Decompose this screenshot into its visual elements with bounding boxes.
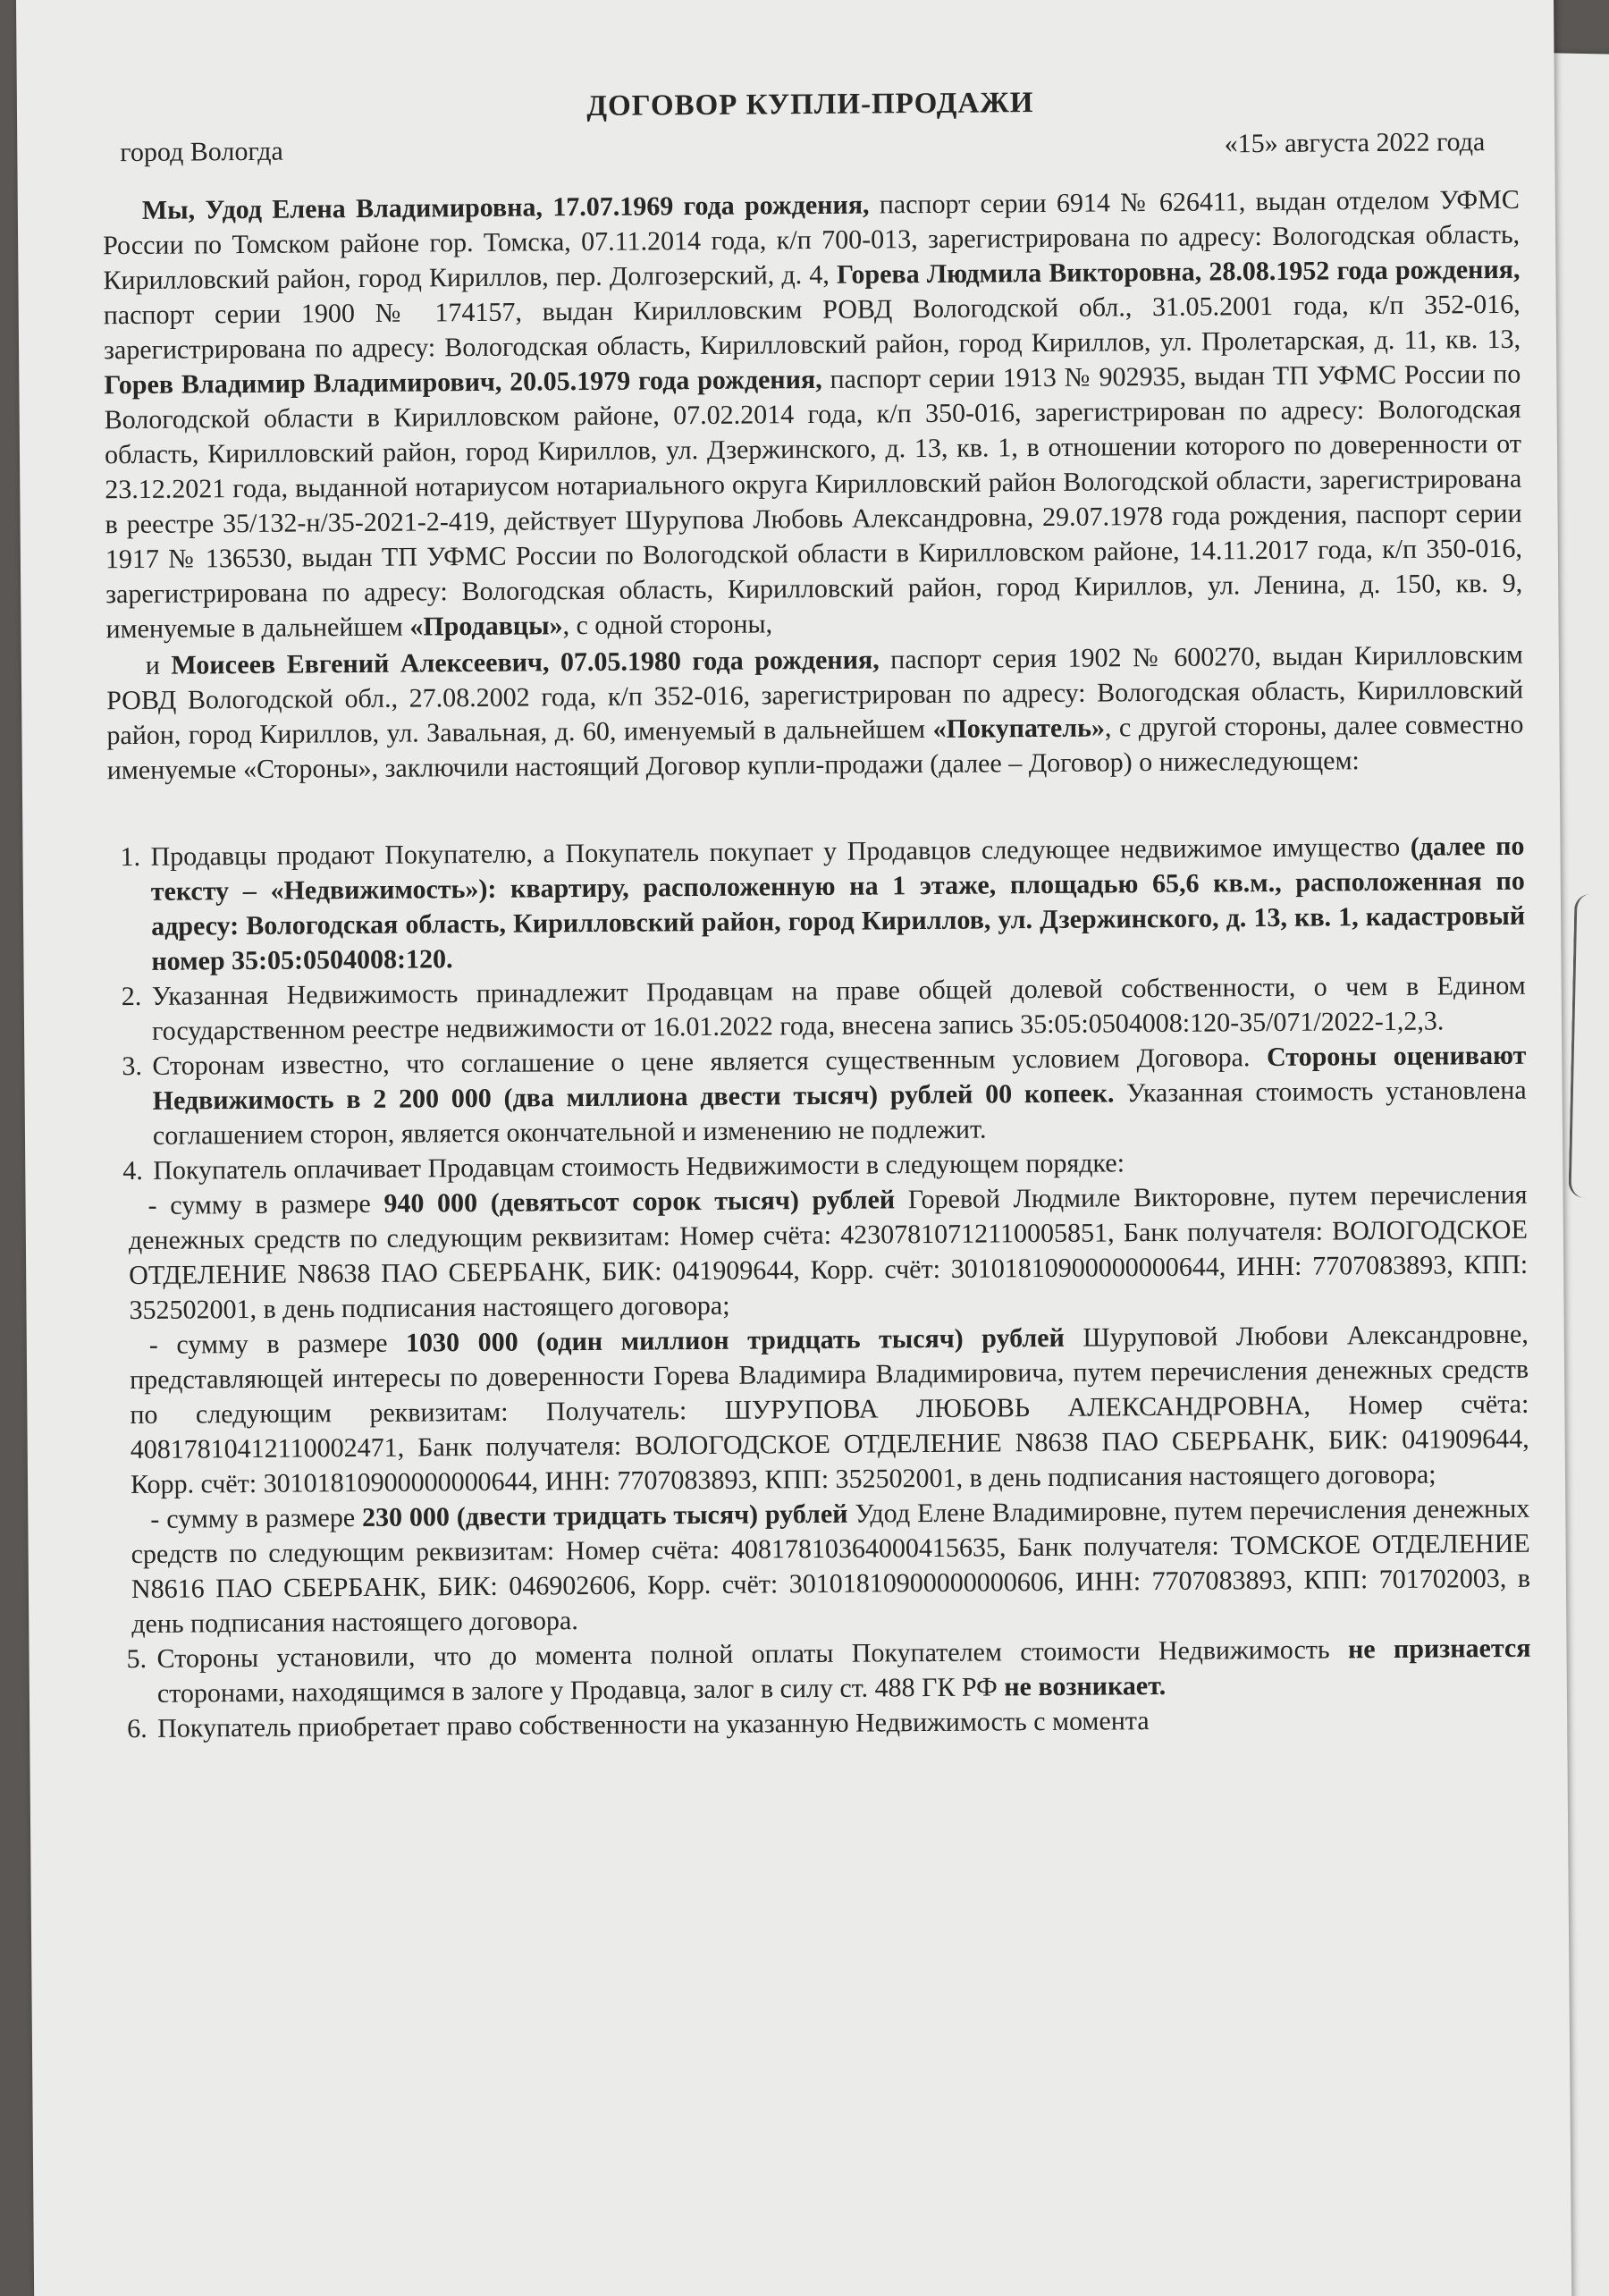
seller-3-details: паспорт серии 1913 № 902935, выдан ТП УФМС России по Вологодской области в Кирилловском районе, 07.02.2014 года, к/п 350-016, зарегистрирован по адресу: Вологодская область, Кирилловский район, город Кириллов, ул. Дзержинского, д. 13, кв. 1, в отношении которого по доверенности от 23.12.2021 года, выданной нотариусом нотариального округа Кирилловский район Вологодской области, зарегистрирована в реестре 35/132-н/35-2021-2-419, действует Шурупова Любовь Александровна, 29.07.1978 года рождения, паспорт серии 1917 № 136530, выдан ТП УФМС России по Вологодской области в Кирилловском районе, 14.11.2017 года, к/п 350-016, зарегистрирована по адресу: Вологодская область, Кирилловский район, город Кириллов, ул. Ленина, д. 150, кв. 9, именуемые в дальнейшем: [104, 359, 1523, 645]
payment-lead: - сумму в размере: [148, 1328, 407, 1360]
contract-clauses: [107, 829, 1527, 1188]
city-date-line: [102, 124, 1519, 170]
stamp-fragment: [1568, 894, 1609, 1199]
clause-number: 1.: [120, 841, 141, 873]
clause-bold-text-2: не возникает.: [1004, 1670, 1167, 1702]
payment-3: [113, 1491, 1530, 1642]
buyer-term: «Покупатель»: [932, 713, 1106, 744]
buyer-term-end: , с другой стороны, далее совместно именуемые «Стороны», заключили настоящий Договор купли-продажи (далее – Договор) о нижеследующем:: [106, 709, 1524, 786]
clause-number: 6.: [127, 1713, 147, 1744]
contract-date: «15» августа 2022 года: [1224, 127, 1486, 159]
seller-2-name: Горева Людмила Викторовна, 28.08.1952 года рождения,: [836, 254, 1521, 290]
buyer-name: Моисеев Евгений Алексеевич, 07.05.1980 года рождения,: [171, 645, 880, 680]
clause-1: [107, 829, 1525, 979]
clause-text-2: сторонами, находящимся в залоге у Продавца, залог в силу ст. 488 ГК РФ: [156, 1672, 1005, 1709]
clause-text: Стороны установили, что до момента полной оплаты Покупателем стоимости Недвижимость: [156, 1634, 1349, 1674]
contract-body: [102, 82, 1531, 1746]
payment-lead: - сумму в размере: [147, 1188, 384, 1220]
clause-text: Покупатель оплачивает Продавцам стоимость Недвижимости в следующем порядке:: [153, 1148, 1125, 1186]
payment-amount: 230 000 (двести тридцать тысяч) рублей: [361, 1498, 848, 1533]
seller-2-details: паспорт серии 1900 № 174157, выдан Кирилловским РОВД Вологодской обл., 31.05.2001 года, к/п 352-016, зарегистрирована по адресу: Вологодская область, Кирилловский район, город Кириллов, ул. Пролетарская, д. 11, кв. 13,: [103, 289, 1521, 366]
clause-number: 5.: [126, 1643, 147, 1675]
clause-3: [109, 1038, 1527, 1153]
seller-1-details: паспорт серии 6914 № 626411, выдан отделом УФМС России по Томском районе гор. Томска, 07.11.2014 года, к/п 700-013, зарегистрирована по адресу: Вологодская область, Кирилловский район, город Кириллов, пер. Долгозерский, д. 4,: [103, 184, 1521, 296]
clause-bold-text: не признается: [1347, 1633, 1531, 1665]
clause-text-2: Указанная стоимость установлена соглашением сторон, является окончательной и изменению не подлежит.: [152, 1075, 1527, 1151]
clause-text: Указанная Недвижимость принадлежит Продавцам на праве общей долевой собственности, о чем в Едином государственном реестре недвижимости от 16.01.2022 года, внесена запись 35:05:0504008:120-35/071/2022-1,2,3.: [151, 970, 1526, 1046]
payment-lead: - сумму в размере: [150, 1503, 363, 1534]
contract-title: ДОГОВОР КУПЛИ-ПРОДАЖИ: [586, 87, 1034, 122]
seller-1-name: Мы, Удод Елена Владимировна, 17.07.1969 года рождения,: [141, 190, 870, 225]
clause-number: 2.: [121, 981, 142, 1012]
payment-1: [110, 1178, 1528, 1328]
payment-details: Удод Елене Владимировне, путем перечисления денежных средств по следующим реквизитам: Номер счёта: 40817810364000415635, Банк получателя: ТОМСКОЕ ОТДЕЛЕНИЕ N8616 ПАО СБЕРБАНК, БИК: 046902606, Корр. счёт: 30101810900000000606, ИНН: 7707083893, КПП: 701702003, в день подписания настоящего договора.: [131, 1493, 1531, 1640]
clause-text: Продавцы продают Покупателю, а Покупатель покупает у Продавцов следующее недвижимое имущество: [150, 831, 1411, 872]
preamble-sellers: [103, 182, 1523, 646]
preamble-buyer: [106, 637, 1524, 788]
clause-text: Покупатель приобретает право собственности на указанную Недвижимость с момента: [157, 1706, 1150, 1743]
sellers-term: «Продавцы»: [409, 611, 563, 642]
contract-page: [16, 0, 1571, 2296]
clause-number: 4.: [122, 1155, 143, 1186]
clause-bold-text: (далее по тексту – «Недвижимость»): квартиру, расположенную на 1 этаже, площадью 65,6 кв.м., расположенная по адресу: Вологодская область, Кирилловский район, город Кириллов, ул. Дзержинского, д. 13, кв. 1, кадастровый номер 35:05:0504008:120.: [150, 831, 1526, 976]
buyer-lead: и: [145, 650, 172, 680]
payment-amount: 940 000 (девятьсот сорок тысяч) рублей: [383, 1185, 896, 1219]
payment-details: Шуруповой Любови Александровне, представляющей интересы по доверенности Горева Владимира Владимировича, путем перечисления денежных средств по следующим реквизитам: Получатель: ШУРУПОВА ЛЮБОВЬ АЛЕКСАНДРОВНА, Номер счёта: 40817810412110002471, Банк получателя: ВОЛОГОДСКОЕ ОТДЕЛЕНИЕ N8638 ПАО СБЕРБАНК, БИК: 041909644, Корр. счёт: 30101810900000000644, ИНН: 7707083893, КПП: 352502001, в день подписания настоящего договора;: [129, 1319, 1529, 1500]
clause-text: Сторонам известно, что соглашение о цене является существенным условием Договора.: [152, 1042, 1268, 1081]
seller-3-name: Горев Владимир Владимирович, 20.05.1979 года рождения,: [104, 364, 822, 401]
contract-clauses-cont: [114, 1631, 1531, 1746]
clause-5: [114, 1631, 1531, 1711]
clause-price: Стороны оценивают Недвижимость в 2 200 000 (два миллиона двести тысяч) рублей 00 копеек.: [152, 1040, 1527, 1116]
clause-number: 3.: [122, 1051, 142, 1082]
sellers-term-end: , с одной стороны,: [562, 609, 773, 641]
clause-2: [109, 968, 1527, 1049]
payment-2: [112, 1317, 1529, 1502]
payment-amount: 1030 000 (один миллион тридцать тысяч) рублей: [405, 1322, 1065, 1358]
contract-city: город Вологда: [120, 136, 283, 168]
payment-details: Горевой Людмиле Викторовне, путем перечисления денежных средств по следующим реквизитам: Номер счёта: 42307810712110005851, Банк получателя: ВОЛОГОДСКОЕ ОТДЕЛЕНИЕ N8638 ПАО СБЕРБАНК, БИК: 041909644, Корр. счёт: 30101810900000000644, ИНН: 7707083893, КПП: 352502001, в день подписания настоящего договора;: [128, 1179, 1529, 1326]
buyer-details: паспорт серия 1902 № 600270, выдан Кирилловским РОВД Вологодской обл., 27.08.2002 года, к/п 352-016, зарегистрирован по адресу: Вологодская область, Кирилловский район, город Кириллов, ул. Завальная, д. 60, именуемый в дальнейшем: [106, 639, 1524, 751]
